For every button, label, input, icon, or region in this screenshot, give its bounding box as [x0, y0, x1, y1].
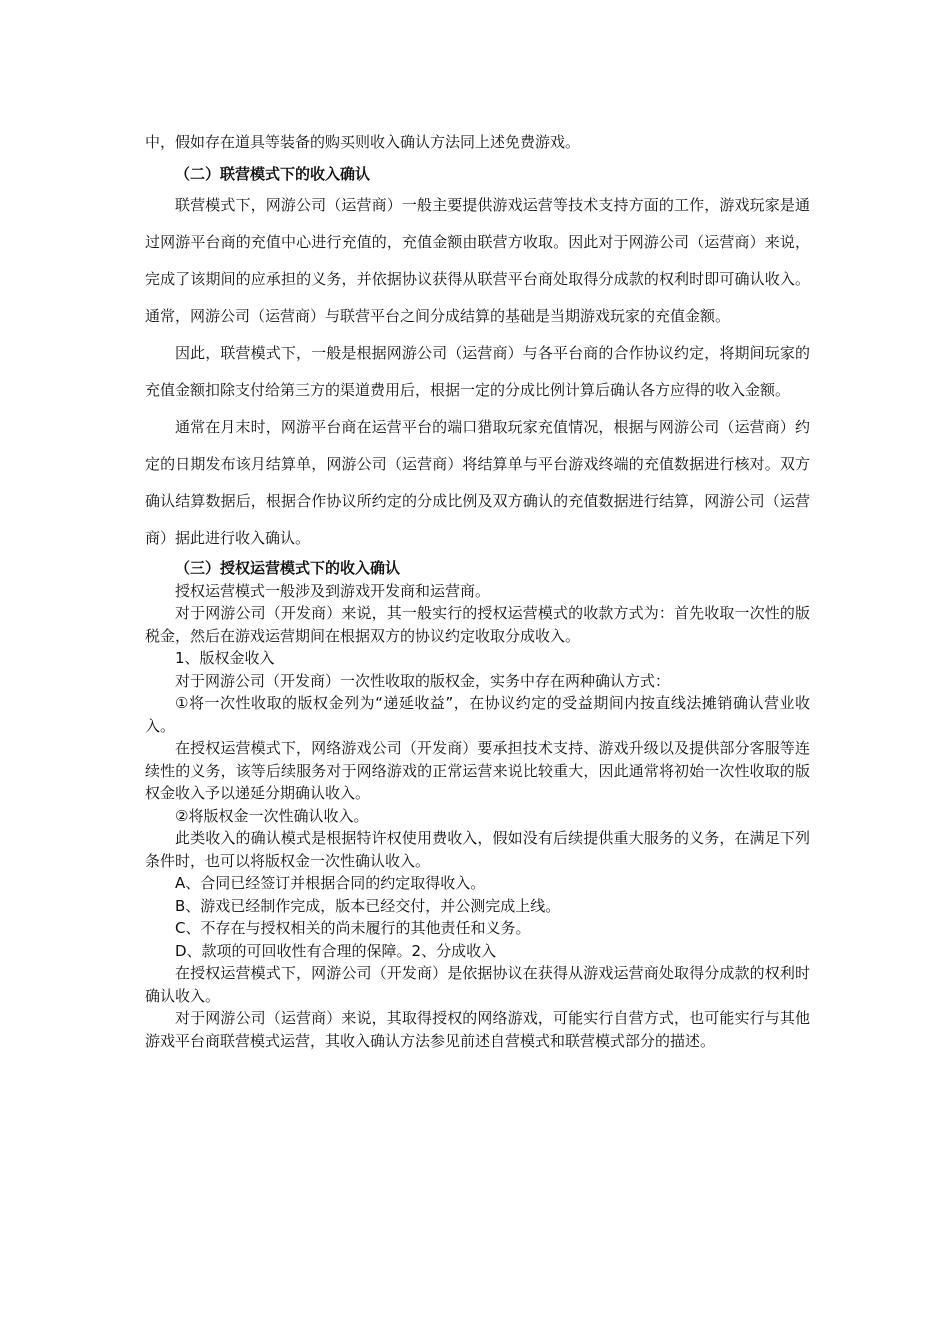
section-joint-operation [145, 161, 810, 557]
paragraph: 对于网游公司（开发商）一次性收取的版权金，实务中存在两种确认方式： [175, 671, 671, 690]
paragraph: 联营模式下，网游公司（运营商）一般主要提供游戏运营等技术支持方面的工作，游戏玩家是通过网游平台商的充值中心进行充值的，充值金额由联营方收取。因此对于网游公司（运营商）来说，完成了该期间的应承担的义务，并依据协议获得从联营平台商处取得分成款的权利时即可确认收入。通常，网游公司（运营商）与联营平台之间分成结算的基础是当期游戏玩家的充值金额。 [145, 196, 810, 325]
paragraph: 中，假如存在道具等装备的购买则收入确认方法同上述免费游戏。 [145, 133, 581, 151]
section-licensed-operation [145, 557, 810, 1052]
paragraph: ②将版权金一次性确认收入。 [175, 806, 369, 825]
section-heading: （二）联营模式下的收入确认 [175, 165, 371, 183]
list-item: C、不存在与授权相关的尚未履行的其他责任和义务。 [175, 919, 531, 937]
list-item: D、款项的可回收性有合理的保障。2、分成收入 [175, 941, 497, 960]
paragraph: 在授权运营模式下，网络游戏公司（开发商）要承担技术支持、游戏升级以及提供部分客服等连续性的义务，该等后续服务对于网络游戏的正常运营来说比较重大，因此通常将初始一次性收取的版权金收入予以递延分期确认收入。 [145, 739, 810, 802]
list-item: A、合同已经签订并根据合同的约定取得收入。 [175, 874, 486, 892]
paragraph: 因此，联营模式下，一般是根据网游公司（运营商）与各平台商的合作协议约定，将期间玩家的充值金额扣除支付给第三方的渠道费用后，根据一定的分成比例计算后确认各方应得的收入金额。 [145, 344, 810, 399]
list-item: B、游戏已经制作完成，版本已经交付，并公测完成上线。 [175, 896, 561, 915]
section-prev [145, 124, 810, 161]
paragraph: 通常在月末时，网游平台商在运营平台的端口猎取玩家充值情况，根据与网游公司（运营商）约定的日期发布该月结算单，网游公司（运营商）将结算单与平台游戏终端的充值数据进行核对。双方确认结算数据后，根据合作协议所约定的分成比例及双方确认的充值数据进行结算，网游公司（运营商）据此进行收入确认。 [145, 418, 810, 547]
document-page [145, 124, 810, 1052]
paragraph: 在授权运营模式下，网游公司（开发商）是依据协议在获得从游戏运营商处取得分成款的权利时确认收入。 [145, 964, 810, 1005]
paragraph: ①将一次性收取的版权金列为“递延收益”，在协议约定的受益期间内按直线法摊销确认营业收入。 [145, 694, 810, 735]
paragraph: 对于网游公司（运营商）来说，其取得授权的网络游戏，可能实行自营方式，也可能实行与其他游戏平台商联营模式运营，其收入确认方法参见前述自营模式和联营模式部分的描述。 [145, 1009, 810, 1050]
section-heading: （三）授权运营模式下的收入确认 [175, 559, 401, 577]
paragraph: 授权运营模式一般涉及到游戏开发商和运营商。 [175, 581, 491, 600]
list-heading: 1、版权金收入 [175, 649, 275, 667]
paragraph: 此类收入的确认模式是根据特许权使用费收入，假如没有后续提供重大服务的义务，在满足下列条件时，也可以将版权金一次性确认收入。 [145, 829, 810, 870]
paragraph: 对于网游公司（开发商）来说，其一般实行的授权运营模式的收款方式为：首先收取一次性的版税金，然后在游戏运营期间在根据双方的协议约定收取分成收入。 [145, 604, 810, 645]
